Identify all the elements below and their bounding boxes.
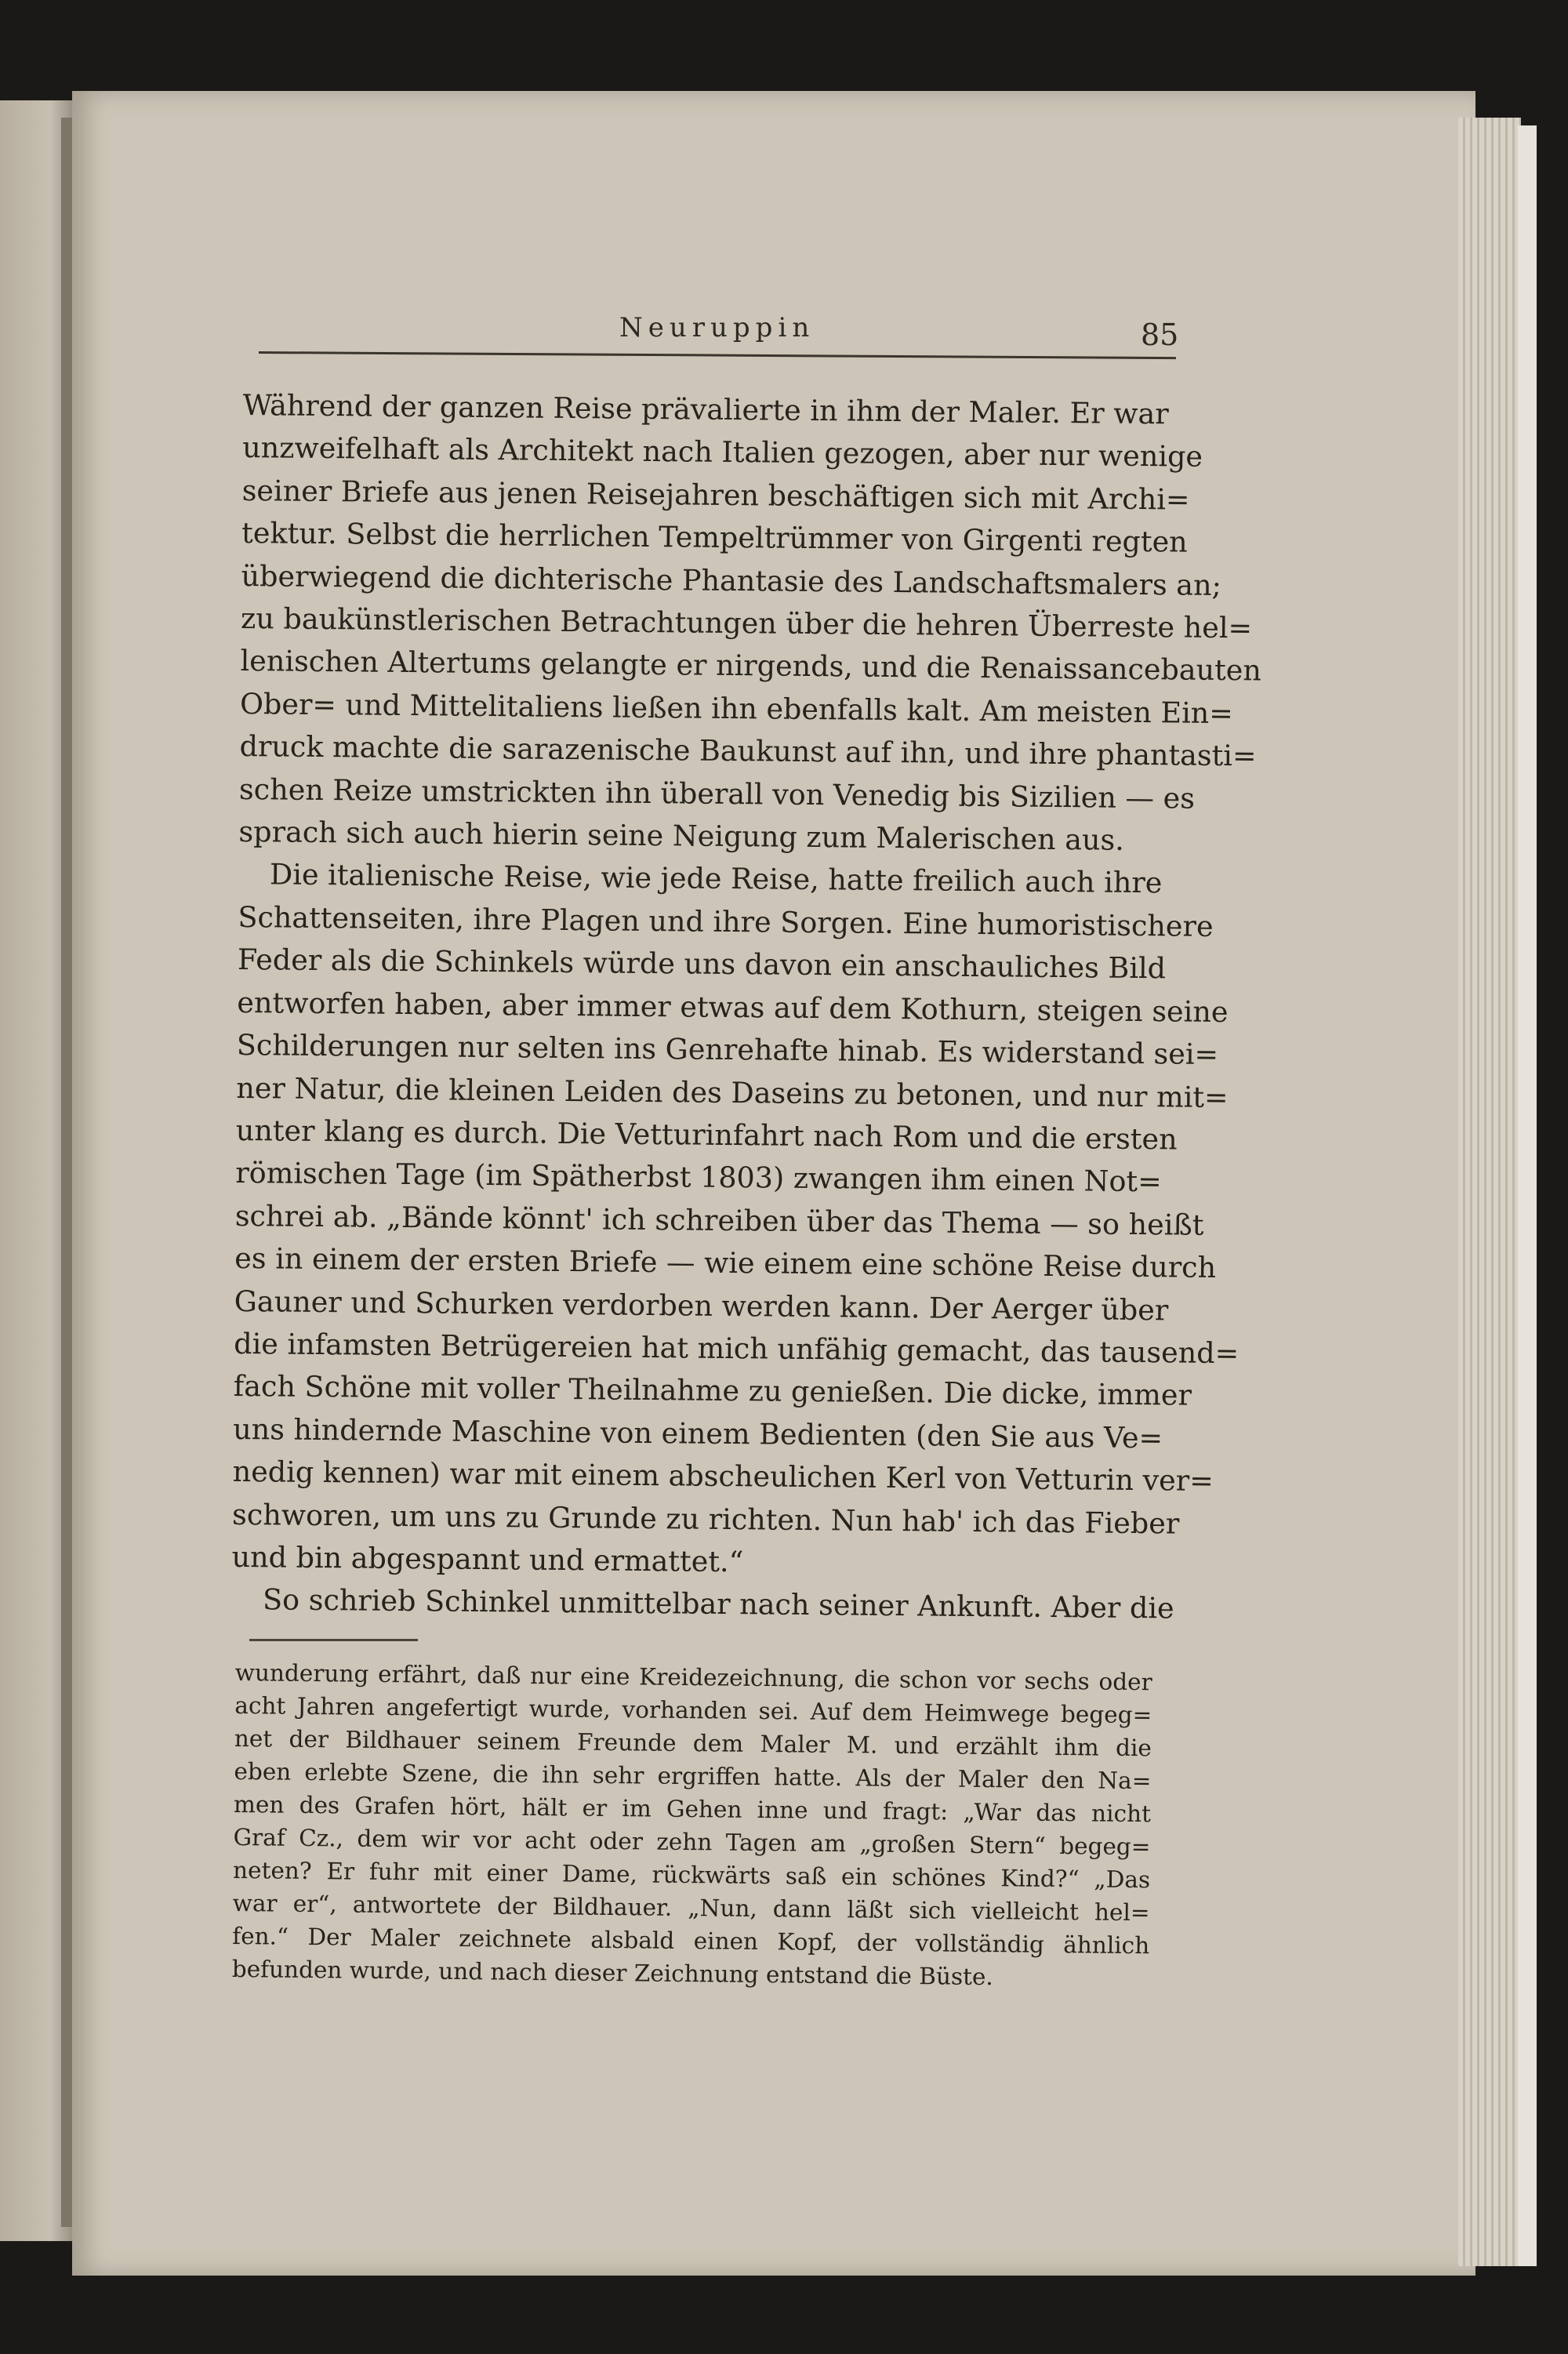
footnote-text — [232, 1656, 1152, 1995]
body-line: sprach sich auch hierin seine Neigung zum Malerischen aus. — [238, 815, 1125, 857]
body-line: zu baukünstlerischen Betrachtungen über die hehren Überreste hel= — [240, 601, 1253, 645]
body-line: und bin abgespannt und ermattet.“ — [231, 1539, 744, 1579]
body-line: Gauner und Schurken verdorben werden kann. Der Aerger über — [234, 1284, 1169, 1327]
body-line: schworen, um uns zu Grunde zu richten. Nun hab' ich das Fieber — [231, 1497, 1180, 1541]
footnote-line: eben erlebte Szene, die ihn sehr ergriffen hatte. Als der Maler den Na= — [234, 1757, 1152, 1795]
body-line: seiner Briefe aus jenen Reisejahren beschäftigen sich mit Archi= — [241, 473, 1190, 517]
body-line: Schattenseiten, ihre Plagen und ihre Sorgen. Eine humoristischere — [238, 899, 1214, 943]
body-line: nedig kennen) war mit einem abscheulichen Kerl von Vetturin ver= — [232, 1455, 1214, 1498]
body-line: Die italienische Reise, wie jede Reise, hatte freilich auch ihre — [269, 857, 1163, 900]
body-line: entworfen haben, aber immer etwas auf dem Kothurn, steigen seine — [237, 985, 1229, 1029]
page-stack-edge — [1458, 118, 1521, 2266]
body-line: tektur. Selbst die herrlichen Tempeltrümmer von Girgenti regten — [241, 516, 1188, 559]
body-line: schen Reize umstrickten ihn überall von Venedig bis Sizilien — es — [238, 772, 1196, 816]
footnote-line: befunden wurde, und nach dieser Zeichnung entstand die Büste. — [231, 1955, 993, 1991]
body-line: schrei ab. „Bände könnt' ich schreiben über das Thema — so heißt — [234, 1198, 1204, 1242]
footnote-line: Graf Cz., dem wir vor acht oder zehn Tagen am „großen Stern“ begeg= — [233, 1823, 1151, 1861]
footnote-line: wunderung erfährt, daß nur eine Kreidezeichnung, die schon vor sechs oder — [234, 1658, 1152, 1696]
body-line: So schrieb Schinkel unmittelbar nach seiner Ankunft. Aber die — [262, 1582, 1174, 1626]
body-line: lenischen Altertums gelangte er nirgends, und die Renaissancebauten — [240, 644, 1262, 688]
body-line: die infamsten Betrügereien hat mich unfähig gemacht, das tausend= — [234, 1326, 1240, 1371]
body-line: druck machte die sarazenische Baukunst auf ihn, und ihre phantasti= — [239, 729, 1257, 773]
footnote-line: neten? Er fuhr mit einer Dame, rückwärts saß ein schönes Kind?“ „Das — [232, 1856, 1151, 1894]
running-header: Neuruppin — [619, 312, 815, 343]
body-line: Schilderungen nur selten ins Genrehafte hinab. Es widerstand sei= — [236, 1028, 1219, 1072]
footnote-line: net der Bildhauer seinem Freunde dem Maler M. und erzählt ihm die — [234, 1724, 1152, 1762]
footnote-line: men des Grafen hört, hält er im Gehen inne und fragt: „War das nicht — [233, 1790, 1152, 1828]
footnote-line: acht Jahren angefertigt wurde, vorhanden sei. Auf dem Heimwege begeg= — [234, 1691, 1152, 1729]
body-line: Ober= und Mittelitaliens ließen ihn ebenfalls kalt. Am meisten Ein= — [239, 686, 1234, 730]
book-gutter — [61, 118, 72, 2227]
body-line: unzweifelhaft als Architekt nach Italien gezogen, aber nur wenige — [242, 430, 1203, 474]
body-line: römischen Tage (im Spätherbst 1803) zwangen ihm einen Not= — [235, 1156, 1162, 1199]
body-line: überwiegend die dichterische Phantasie des Landschaftsmalers an; — [241, 558, 1222, 602]
footnote-line: war er“, antwortete der Bildhauer. „Nun, dann läßt sich vielleicht hel= — [232, 1889, 1150, 1927]
body-line: Während der ganzen Reise prävalierte in ihm der Maler. Er war — [242, 387, 1169, 431]
book-cover-edge — [1518, 125, 1537, 2266]
page-number: 85 — [1141, 318, 1179, 352]
footnote-line: fen.“ Der Maler zeichnete alsbald einen Kopf, der vollständig ähnlich — [232, 1922, 1150, 1960]
footnote-rule — [249, 1639, 418, 1641]
body-line: unter klang es durch. Die Vetturinfahrt nach Rom und die ersten — [235, 1113, 1178, 1157]
body-text — [231, 384, 1262, 1630]
body-line: ner Natur, die kleinen Leiden des Daseins zu betonen, und nur mit= — [236, 1070, 1229, 1114]
body-line: Feder als die Schinkels würde uns davon ein anschauliches Bild — [237, 943, 1167, 986]
body-line: uns hindernde Maschine von einem Bedienten (den Sie aus Ve= — [233, 1411, 1163, 1455]
body-line: fach Schöne mit voller Theilnahme zu genießen. Die dicke, immer — [233, 1369, 1192, 1413]
body-line: es in einem der ersten Briefe — wie einem eine schöne Reise durch — [234, 1241, 1217, 1285]
